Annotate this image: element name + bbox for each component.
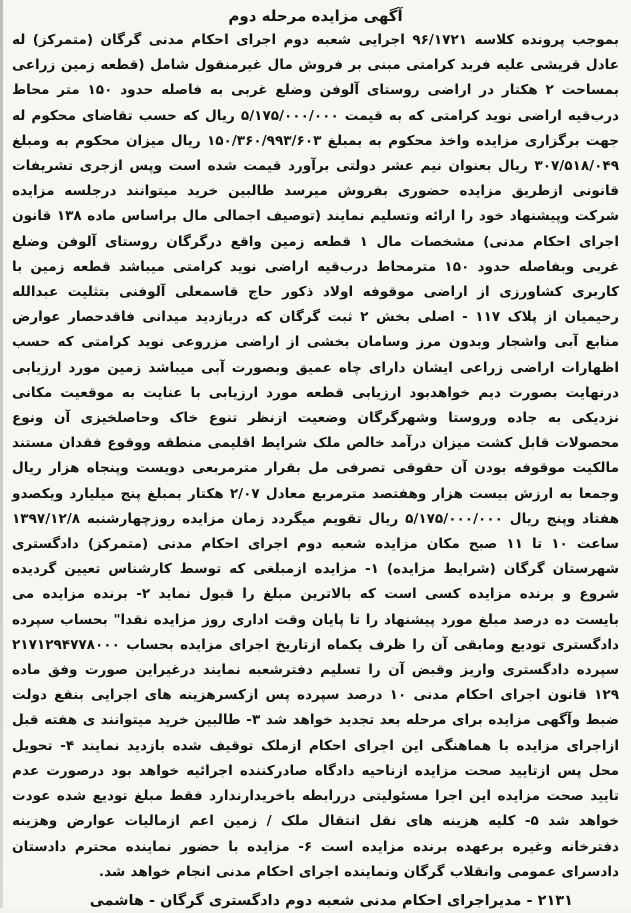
notice-signature: ۲۱۳۱ - مدیراجرای احکام مدنی شعبه دوم دادگستری گرگان - هاشمی (89, 892, 573, 909)
notice-body: بموجب پرونده کلاسه ۹۶/۱۷۲۱ اجرایی شعبه دوم اجرای احکام مدنی گرگان (متمرکز) له عادل قریشی علیه فربد کرامتی مبنی بر فروش مال غیرمنقول شامل (قطعه زمین زراعی بمساحت ۲ هکتار در اراضی روستای آلوفن وضلع غربی به فاصله حدود ۱۵۰ متر محاط درب‌قیه اراضی نوید کرامتی که به قیمت ۵/۱۷۵/۰۰۰/۰۰۰ ریال که حسب تقاضای محکوم له جهت برگزاری مزایده واخذ محکوم به بمبلغ ۱۵۰/۳۶۰/۹۹۳/۶۰۳ ریال میزان محکوم به ومبلغ ۳۰۷/۵۱۸/۰۴۹ ریال بعنوان نیم عشر دولتی برآورد قیمت شده است وپس ازجری تشریفات قانونی ازطریق مزایده حضوری بفروش میرسد طالبین خرید میتوانند درجلسه مزایده شرکت وپیشنهاد خود را ارائه وتسلیم نمایند (توصیف اجمالی مال براساس ماده ۱۳۸ قانون اجرای احکام مدنی) مشخصات مال ۱ قطعه زمین واقع درگرگان روستای آلوفن وضلع غربی وبفاصله حدود ۱۵۰ مترمحاط درب‌قیه اراضی نوید کرامتی میباشد قطعه زمین با کاربری کشاورزی از اراضی موقوفه اولاد ذکور حاج قاسمعلی آلوفنی بتثلیت عبدالله رحیمیان از پلاک ۱۱۷ - اصلی بخش ۲ ثبت گرگان که دربازدید میدانی فاقدحصار عوارض منابع آبی واشجار وبدون مرز وسامان بخشی از اراضی مزروعی نوید کرامتی که حسب اظهارات اراضی زراعی ایشان دارای چاه عمیق وبصورت آبی میباشد زمین مورد ارزیابی درنهایت بصورت دیم خواهدبود ارزیابی قطعه مورد ارزیابی با عنایت به موقعیت مکانی نزدیکی به جاده وروستا وشهرگرگان وضعیت ازنظر تنوع خاک وحاصلخیزی آن ونوع محصولات قابل کشت میزان درآمد خالص ملک شرایط اقلیمی منطقه ووقوع فقدان مستند مالکیت موقوفه بودن آن حقوقی تصرفی مل بقرار مترمربعی دویست وپنجاه هزار ریال وجمعا به ارزش بیست هزار وهفتصد مترمربع معادل ۲/۰۷ هکتار بمبلغ پنج میلیارد ویکصدو هفتاد وپنج ریال ۵/۱۷۵/۰۰۰/۰۰۰ ریال تقویم میگردد زمان مزایده روزچهارشنبه ۱۳۹۷/۱۲/۸ ساعت ۱۰ تا ۱۱ صبح مکان مزایده شعبه دوم اجرای احکام مدنی (متمرکز) دادگستری شهرستان گرگان (شرایط مزایده) ۱- مزایده ازمبلغی که توسط کارشناس تعیین گردیده شروع و برنده مزایده کسی است که بالاترین مبلغ را قبول نماید ۲- برنده مزایده می بایست ده درصد مبلغ مورد پیشنهاد را تا پایان وقت اداری روز مزایده نقدا" بحساب سپرده دادگستری تودیع ومابقی آن را ظرف یکماه ازتاریخ اجرای مزایده بحساب ۲۱۷۱۲۹۴۷۷۸۰۰۰ سپرده دادگستری واریز وقبض آن را تسلیم دفترشعبه نمایند درغیراین صورت وفق ماده ۱۲۹ قانون اجرای احکام مدنی ۱۰ درصد سپرده پس ازکسرهزینه های اجرایی بنفع دولت ضبط وآگهی مزایده برای مرحله بعد تجدید خواهد شد ۳- طالبین خرید میتوانند ی هفته قبل ازاجرای مزایده با هماهنگی این اجرای احکام ازملک توقیف شده بازدید نمایند ۴- تحویل محل پس ازتایید صحت مزایده ازناحیه دادگاه صادرکننده اجرائیه خواهد بود درصورت عدم تایید صحت مزایده این اجرا مسئولیتی دررابطه باخریدارندارد فقط مبلغ تودیع شده عودت خواهد شد ۵- کلیه هزینه های نقل انتقال ملک / زمین اعم ازمالیات عوارض وهزینه دفترخانه وغیره برعهده برنده مزایده است ۶- مزایده با حضور نماینده محترم دادستان دادسرای عمومی وانقلاب گرگان ونماینده اجرای احکام مدنی انجام خواهد شد. (12, 32, 620, 880)
notice-title: آگهی مزایده مرحله دوم (228, 7, 403, 25)
